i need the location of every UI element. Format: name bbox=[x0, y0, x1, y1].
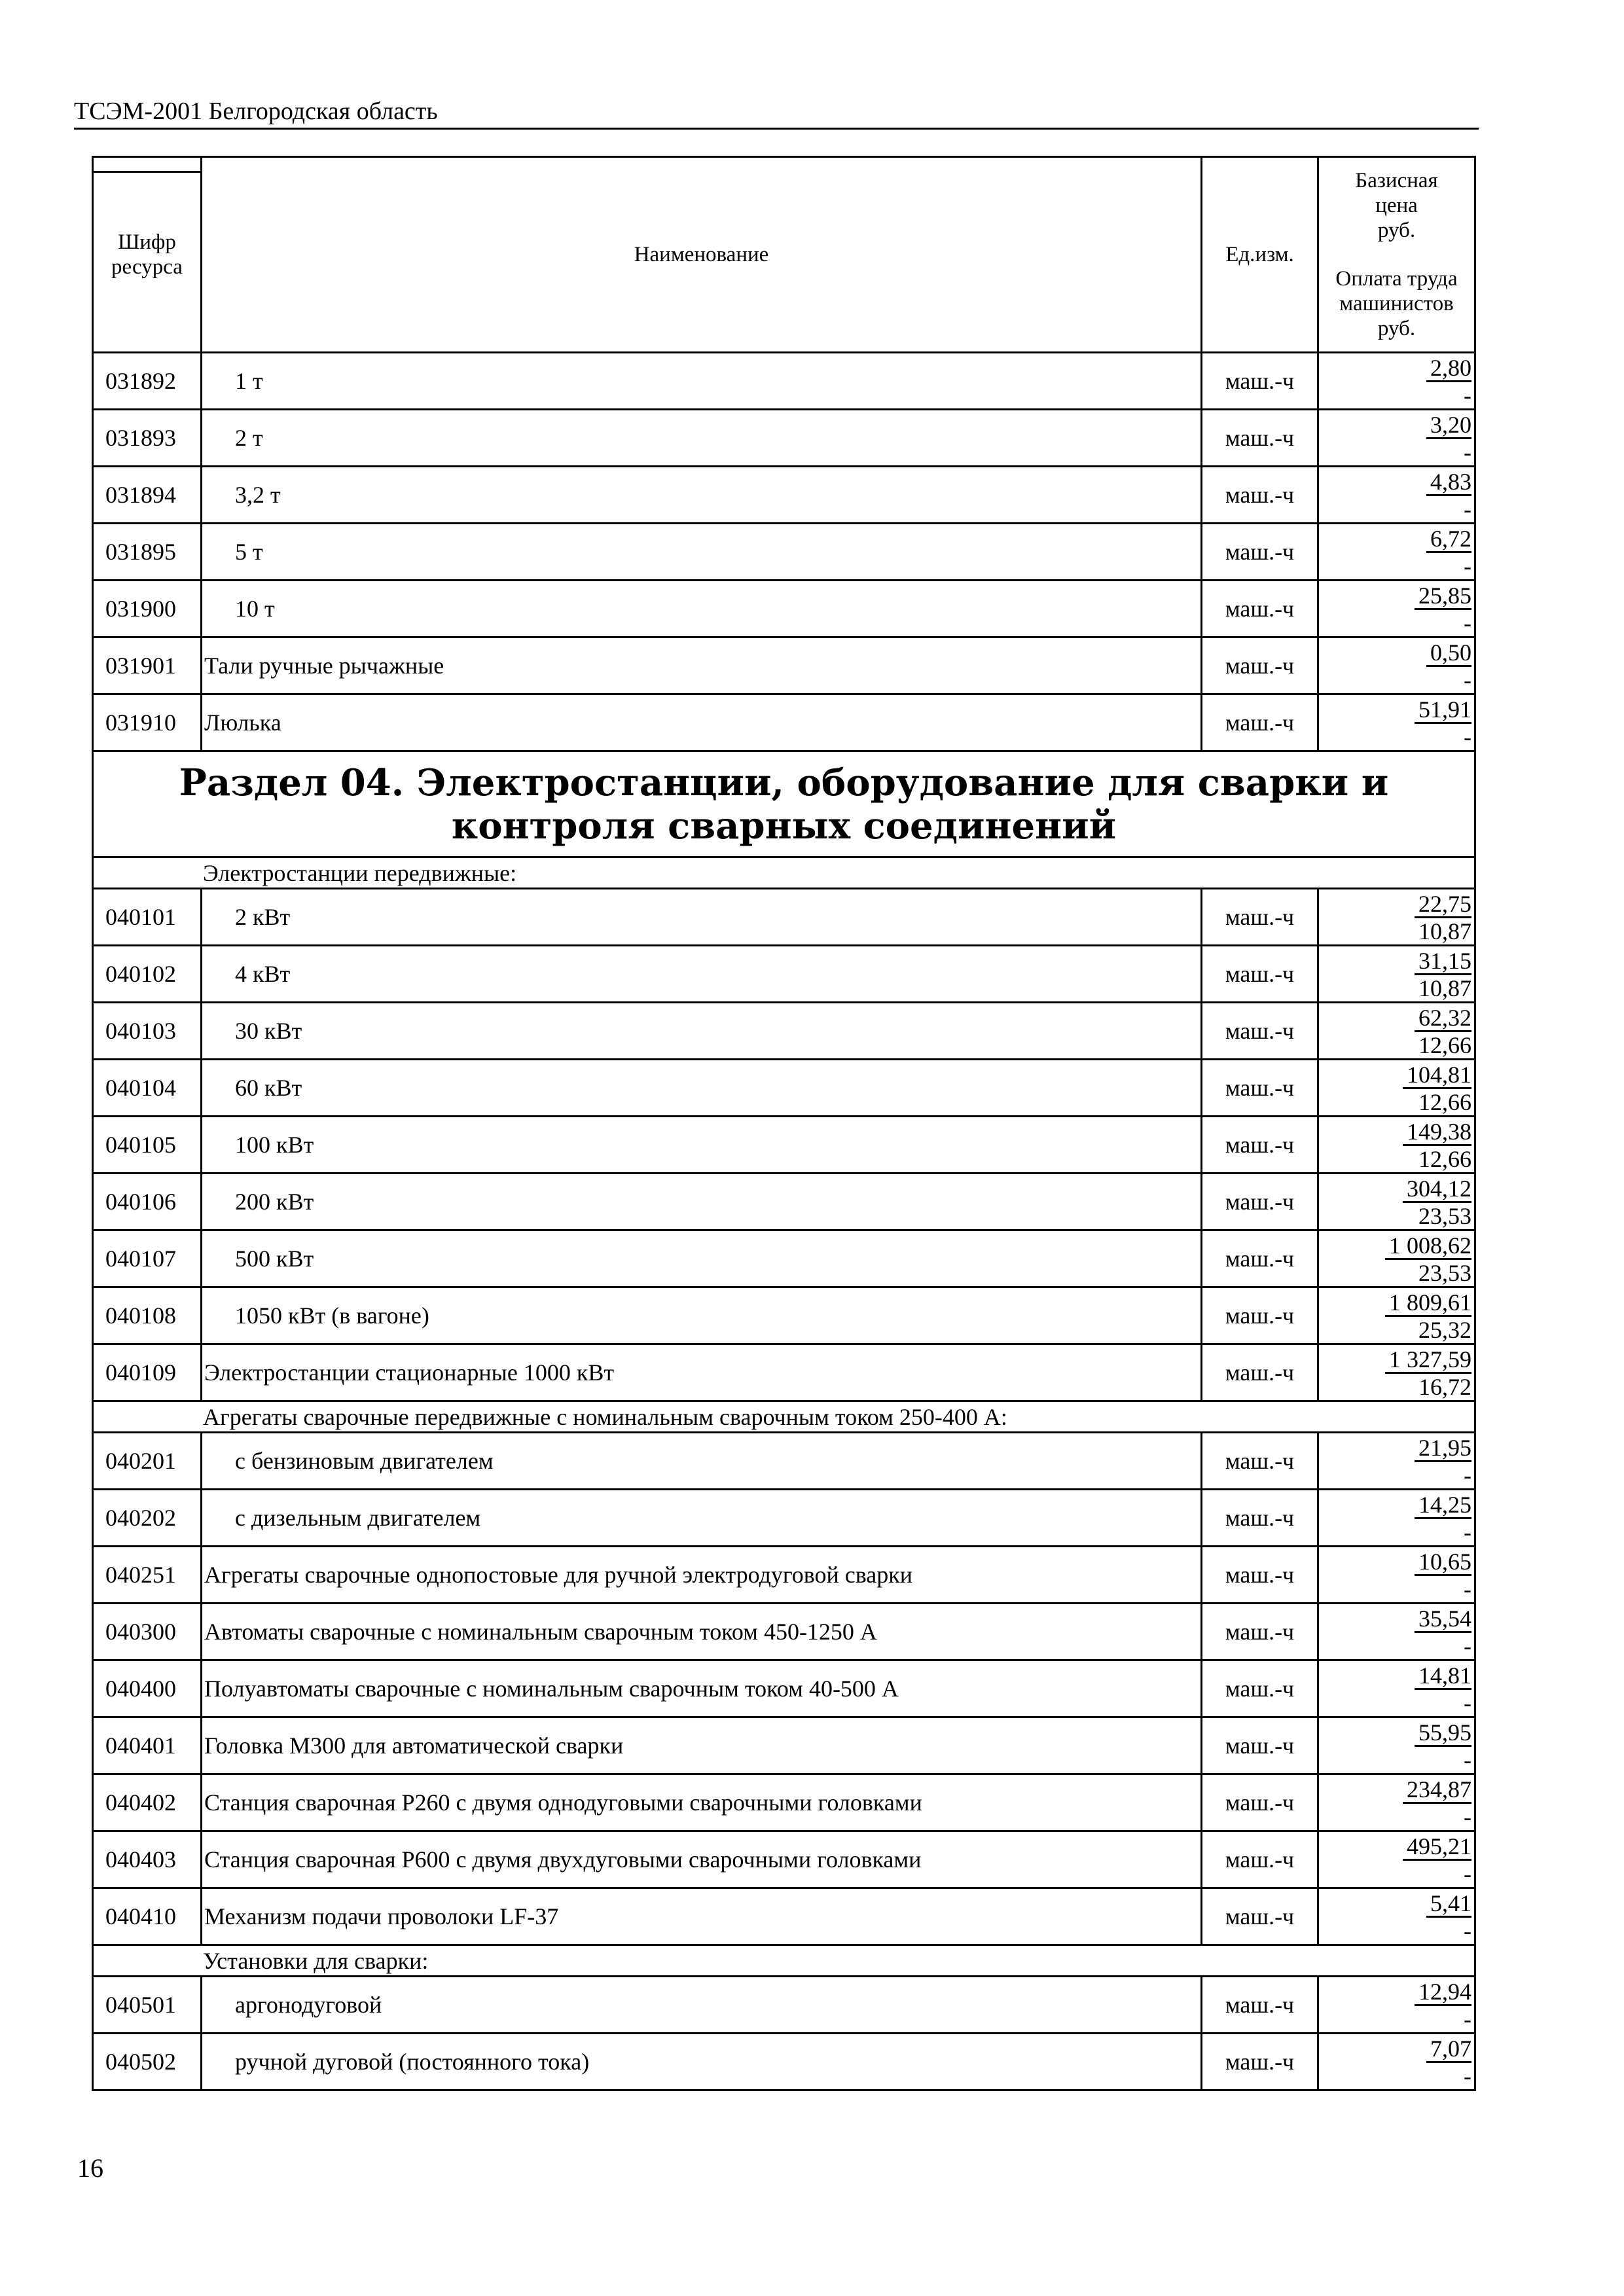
table-row bbox=[93, 353, 1475, 410]
operator-labor-pay: - bbox=[1464, 1518, 1471, 1545]
table-row bbox=[93, 1717, 1475, 1774]
resource-code: 031892 bbox=[93, 353, 202, 410]
table-row bbox=[93, 1344, 1475, 1401]
base-price: 5,41 bbox=[1426, 1891, 1471, 1918]
subheading-row bbox=[93, 857, 1475, 889]
resource-code: 040107 bbox=[93, 1230, 202, 1287]
operator-labor-pay: - bbox=[1464, 1575, 1471, 1602]
pay-header-line-3: руб. bbox=[1377, 317, 1416, 340]
base-price: 0,50 bbox=[1426, 640, 1471, 667]
column-header-code bbox=[93, 157, 202, 353]
base-price: 51,91 bbox=[1415, 697, 1471, 724]
column-header-unit-label: Ед.изм. bbox=[1225, 243, 1294, 266]
resource-name: 3,2 т bbox=[202, 467, 1202, 524]
table-row bbox=[93, 410, 1475, 467]
resource-code: 040400 bbox=[93, 1660, 202, 1717]
unit-of-measure: маш.-ч bbox=[1202, 889, 1318, 946]
price-cell bbox=[1318, 1174, 1475, 1230]
unit-of-measure: маш.-ч bbox=[1202, 1774, 1318, 1831]
price-cell bbox=[1318, 946, 1475, 1003]
table-row bbox=[93, 1977, 1475, 2034]
subheading-row bbox=[93, 1945, 1475, 1977]
column-header-name-label: Наименование bbox=[634, 243, 769, 266]
base-price: 21,95 bbox=[1415, 1435, 1471, 1462]
price-cell bbox=[1318, 1547, 1475, 1604]
price-cell bbox=[1318, 889, 1475, 946]
operator-labor-pay: 12,66 bbox=[1418, 1088, 1471, 1115]
unit-of-measure: маш.-ч bbox=[1202, 1287, 1318, 1344]
resource-code: 031893 bbox=[93, 410, 202, 467]
base-price: 14,25 bbox=[1415, 1492, 1471, 1519]
unit-of-measure: маш.-ч bbox=[1202, 410, 1318, 467]
price-cell bbox=[1318, 353, 1475, 410]
resource-price-table bbox=[92, 156, 1476, 2091]
base-price: 7,07 bbox=[1426, 2036, 1471, 2063]
resource-name: 5 т bbox=[202, 524, 1202, 581]
resource-name: 4 кВт bbox=[202, 946, 1202, 1003]
table-row bbox=[93, 889, 1475, 946]
unit-of-measure: маш.-ч bbox=[1202, 353, 1318, 410]
price-cell bbox=[1318, 1287, 1475, 1344]
resource-name: 1050 кВт (в вагоне) bbox=[202, 1287, 1202, 1344]
resource-code: 040251 bbox=[93, 1547, 202, 1604]
table-row bbox=[93, 637, 1475, 694]
column-header-price bbox=[1318, 157, 1475, 353]
price-cell bbox=[1318, 1604, 1475, 1660]
operator-labor-pay: - bbox=[1464, 2062, 1471, 2089]
resource-name: 1 т bbox=[202, 353, 1202, 410]
price-cell bbox=[1318, 581, 1475, 637]
resource-name: 30 кВт bbox=[202, 1003, 1202, 1060]
table-row bbox=[93, 946, 1475, 1003]
price-cell bbox=[1318, 1003, 1475, 1060]
operator-labor-pay: 12,66 bbox=[1418, 1031, 1471, 1058]
table-group-4 bbox=[93, 1977, 1475, 2090]
operator-labor-pay: 23,53 bbox=[1418, 1202, 1471, 1229]
price-cell bbox=[1318, 1774, 1475, 1831]
unit-of-measure: маш.-ч bbox=[1202, 1490, 1318, 1547]
operator-labor-pay: - bbox=[1464, 1803, 1471, 1830]
table-group-3 bbox=[93, 1433, 1475, 1945]
resource-code: 040106 bbox=[93, 1174, 202, 1230]
unit-of-measure: маш.-ч bbox=[1202, 1717, 1318, 1774]
resource-name: Электростанции стационарные 1000 кВт bbox=[202, 1344, 1202, 1401]
column-header-code-label: Шифр ресурса bbox=[111, 230, 183, 279]
price-cell bbox=[1318, 1117, 1475, 1174]
page-number: 16 bbox=[77, 2153, 103, 2183]
base-price: 495,21 bbox=[1403, 1834, 1471, 1861]
operator-labor-pay: - bbox=[1464, 1689, 1471, 1716]
table-row bbox=[93, 1433, 1475, 1490]
unit-of-measure: маш.-ч bbox=[1202, 1230, 1318, 1287]
table-row bbox=[93, 1888, 1475, 1945]
price-cell bbox=[1318, 637, 1475, 694]
column-header-name bbox=[202, 157, 1202, 353]
table-row bbox=[93, 694, 1475, 751]
price-cell bbox=[1318, 694, 1475, 751]
operator-labor-pay: 10,87 bbox=[1418, 975, 1471, 1001]
resource-name: аргонодуговой bbox=[202, 1977, 1202, 2034]
price-cell bbox=[1318, 410, 1475, 467]
table-row bbox=[93, 2034, 1475, 2090]
base-price: 234,87 bbox=[1403, 1777, 1471, 1804]
price-cell bbox=[1318, 2034, 1475, 2090]
resource-name: Агрегаты сварочные однопостовые для ручной электродуговой сварки bbox=[202, 1547, 1202, 1604]
resource-name: 500 кВт bbox=[202, 1230, 1202, 1287]
header-tab-mark bbox=[93, 171, 202, 173]
resource-name: Люлька bbox=[202, 694, 1202, 751]
resource-code: 040102 bbox=[93, 946, 202, 1003]
base-price: 1 327,59 bbox=[1385, 1347, 1471, 1374]
base-price: 104,81 bbox=[1403, 1062, 1471, 1089]
unit-of-measure: маш.-ч bbox=[1202, 1888, 1318, 1945]
price-header-line-2: цена bbox=[1375, 194, 1418, 217]
resource-name: Станция сварочная Р600 с двумя двухдуговыми сварочными головками bbox=[202, 1831, 1202, 1888]
table-row bbox=[93, 1660, 1475, 1717]
resource-name: 200 кВт bbox=[202, 1174, 1202, 1230]
price-cell bbox=[1318, 1060, 1475, 1117]
section-title: Раздел 04. Электростанции, оборудование для сварки и контроля сварных соединений bbox=[93, 751, 1475, 857]
table-row bbox=[93, 1774, 1475, 1831]
unit-of-measure: маш.-ч bbox=[1202, 2034, 1318, 2090]
price-cell bbox=[1318, 1717, 1475, 1774]
operator-labor-pay: 10,87 bbox=[1418, 918, 1471, 944]
unit-of-measure: маш.-ч bbox=[1202, 1174, 1318, 1230]
resource-code: 040104 bbox=[93, 1060, 202, 1117]
resource-code: 031895 bbox=[93, 524, 202, 581]
table-header-row bbox=[93, 157, 1475, 353]
price-cell bbox=[1318, 1230, 1475, 1287]
base-price: 14,81 bbox=[1415, 1663, 1471, 1690]
base-price: 35,54 bbox=[1415, 1606, 1471, 1633]
resource-code: 040410 bbox=[93, 1888, 202, 1945]
operator-labor-pay: 23,53 bbox=[1418, 1259, 1471, 1286]
operator-labor-pay: - bbox=[1464, 723, 1471, 750]
table-row bbox=[93, 1117, 1475, 1174]
price-cell bbox=[1318, 1831, 1475, 1888]
table-row bbox=[93, 1604, 1475, 1660]
base-price: 62,32 bbox=[1415, 1005, 1471, 1032]
resource-code: 040401 bbox=[93, 1717, 202, 1774]
operator-labor-pay: 12,66 bbox=[1418, 1145, 1471, 1172]
resource-name: 100 кВт bbox=[202, 1117, 1202, 1174]
resource-code: 040501 bbox=[93, 1977, 202, 2034]
table-row bbox=[93, 1060, 1475, 1117]
subheading-welding-units: Агрегаты сварочные передвижные с номинальным сварочным током 250-400 А: bbox=[93, 1401, 1475, 1433]
page-header-title: ТСЭМ-2001 Белгородская область bbox=[74, 98, 438, 125]
section-heading-row bbox=[93, 751, 1475, 857]
unit-of-measure: маш.-ч bbox=[1202, 1003, 1318, 1060]
table-row bbox=[93, 1547, 1475, 1604]
subheading-row bbox=[93, 1401, 1475, 1433]
base-price: 12,94 bbox=[1415, 1979, 1471, 2006]
resource-code: 040105 bbox=[93, 1117, 202, 1174]
operator-labor-pay: - bbox=[1464, 2005, 1471, 2032]
resource-code: 040103 bbox=[93, 1003, 202, 1060]
subheading-mobile-power-stations: Электростанции передвижные: bbox=[93, 857, 1475, 889]
unit-of-measure: маш.-ч bbox=[1202, 467, 1318, 524]
resource-name: с бензиновым двигателем bbox=[202, 1433, 1202, 1490]
operator-labor-pay: - bbox=[1464, 666, 1471, 693]
base-price: 22,75 bbox=[1415, 891, 1471, 918]
base-price: 3,20 bbox=[1426, 412, 1471, 439]
table-row bbox=[93, 581, 1475, 637]
unit-of-measure: маш.-ч bbox=[1202, 1433, 1318, 1490]
price-cell bbox=[1318, 1433, 1475, 1490]
resource-name: Станция сварочная Р260 с двумя однодуговыми сварочными головками bbox=[202, 1774, 1202, 1831]
table-row bbox=[93, 1174, 1475, 1230]
unit-of-measure: маш.-ч bbox=[1202, 1117, 1318, 1174]
unit-of-measure: маш.-ч bbox=[1202, 1660, 1318, 1717]
operator-labor-pay: - bbox=[1464, 439, 1471, 465]
unit-of-measure: маш.-ч bbox=[1202, 694, 1318, 751]
unit-of-measure: маш.-ч bbox=[1202, 524, 1318, 581]
base-price: 31,15 bbox=[1415, 948, 1471, 975]
operator-labor-pay: - bbox=[1464, 1632, 1471, 1659]
price-cell bbox=[1318, 1888, 1475, 1945]
pay-header-line-1: Оплата труда bbox=[1335, 267, 1458, 291]
resource-code: 040108 bbox=[93, 1287, 202, 1344]
unit-of-measure: маш.-ч bbox=[1202, 581, 1318, 637]
unit-of-measure: маш.-ч bbox=[1202, 1604, 1318, 1660]
base-price: 1 809,61 bbox=[1385, 1290, 1471, 1317]
table-group-1 bbox=[93, 353, 1475, 751]
base-price: 1 008,62 bbox=[1385, 1233, 1471, 1260]
base-price: 2,80 bbox=[1426, 355, 1471, 382]
table-row bbox=[93, 1230, 1475, 1287]
operator-labor-pay: 25,32 bbox=[1418, 1316, 1471, 1343]
price-header-line-3: руб. bbox=[1377, 219, 1416, 242]
unit-of-measure: маш.-ч bbox=[1202, 1344, 1318, 1401]
resource-code: 040502 bbox=[93, 2034, 202, 2090]
resource-name: с дизельным двигателем bbox=[202, 1490, 1202, 1547]
unit-of-measure: маш.-ч bbox=[1202, 1831, 1318, 1888]
resource-name: Полуавтоматы сварочные с номинальным сварочным током 40-500 А bbox=[202, 1660, 1202, 1717]
price-cell bbox=[1318, 524, 1475, 581]
column-header-unit bbox=[1202, 157, 1318, 353]
unit-of-measure: маш.-ч bbox=[1202, 1060, 1318, 1117]
operator-labor-pay: - bbox=[1464, 1917, 1471, 1944]
unit-of-measure: маш.-ч bbox=[1202, 1547, 1318, 1604]
pay-header-line-2: машинистов bbox=[1339, 292, 1454, 315]
base-price: 4,83 bbox=[1426, 469, 1471, 496]
resource-name: Головка М300 для автоматической сварки bbox=[202, 1717, 1202, 1774]
price-cell bbox=[1318, 1660, 1475, 1717]
resource-code: 040403 bbox=[93, 1831, 202, 1888]
unit-of-measure: маш.-ч bbox=[1202, 637, 1318, 694]
unit-of-measure: маш.-ч bbox=[1202, 946, 1318, 1003]
price-cell bbox=[1318, 467, 1475, 524]
subheading-welding-installations: Установки для сварки: bbox=[93, 1945, 1475, 1977]
base-price: 55,95 bbox=[1415, 1720, 1471, 1747]
resource-code: 040101 bbox=[93, 889, 202, 946]
table-row bbox=[93, 524, 1475, 581]
table-row bbox=[93, 467, 1475, 524]
resource-name: ручной дуговой (постоянного тока) bbox=[202, 2034, 1202, 2090]
resource-code: 040202 bbox=[93, 1490, 202, 1547]
table-row bbox=[93, 1490, 1475, 1547]
header-divider bbox=[74, 128, 1479, 130]
unit-of-measure: маш.-ч bbox=[1202, 1977, 1318, 2034]
base-price: 25,85 bbox=[1415, 583, 1471, 610]
operator-labor-pay: 16,72 bbox=[1418, 1373, 1471, 1400]
resource-name: Механизм подачи проволоки LF-37 bbox=[202, 1888, 1202, 1945]
resource-code: 031900 bbox=[93, 581, 202, 637]
base-price: 6,72 bbox=[1426, 526, 1471, 553]
operator-labor-pay: - bbox=[1464, 1746, 1471, 1773]
resource-code: 031894 bbox=[93, 467, 202, 524]
base-price: 149,38 bbox=[1403, 1119, 1471, 1146]
operator-labor-pay: - bbox=[1464, 495, 1471, 522]
table-group-2 bbox=[93, 889, 1475, 1401]
table-row bbox=[93, 1003, 1475, 1060]
operator-labor-pay: - bbox=[1464, 382, 1471, 408]
base-price: 304,12 bbox=[1403, 1176, 1471, 1203]
operator-labor-pay: - bbox=[1464, 1860, 1471, 1887]
resource-code: 031910 bbox=[93, 694, 202, 751]
price-cell bbox=[1318, 1344, 1475, 1401]
price-cell bbox=[1318, 1490, 1475, 1547]
resource-code: 040109 bbox=[93, 1344, 202, 1401]
price-cell bbox=[1318, 1977, 1475, 2034]
operator-labor-pay: - bbox=[1464, 552, 1471, 579]
table-row bbox=[93, 1831, 1475, 1888]
price-header-line-1: Базисная bbox=[1355, 169, 1438, 192]
base-price: 10,65 bbox=[1415, 1549, 1471, 1576]
resource-code: 040402 bbox=[93, 1774, 202, 1831]
resource-code: 040300 bbox=[93, 1604, 202, 1660]
operator-labor-pay: - bbox=[1464, 1462, 1471, 1488]
resource-name: 2 кВт bbox=[202, 889, 1202, 946]
operator-labor-pay: - bbox=[1464, 609, 1471, 636]
resource-name: Автоматы сварочные с номинальным сварочным током 450-1250 А bbox=[202, 1604, 1202, 1660]
resource-name: 10 т bbox=[202, 581, 1202, 637]
resource-name: 2 т bbox=[202, 410, 1202, 467]
table-row bbox=[93, 1287, 1475, 1344]
resource-name: Тали ручные рычажные bbox=[202, 637, 1202, 694]
resource-name: 60 кВт bbox=[202, 1060, 1202, 1117]
resource-code: 040201 bbox=[93, 1433, 202, 1490]
resource-code: 031901 bbox=[93, 637, 202, 694]
